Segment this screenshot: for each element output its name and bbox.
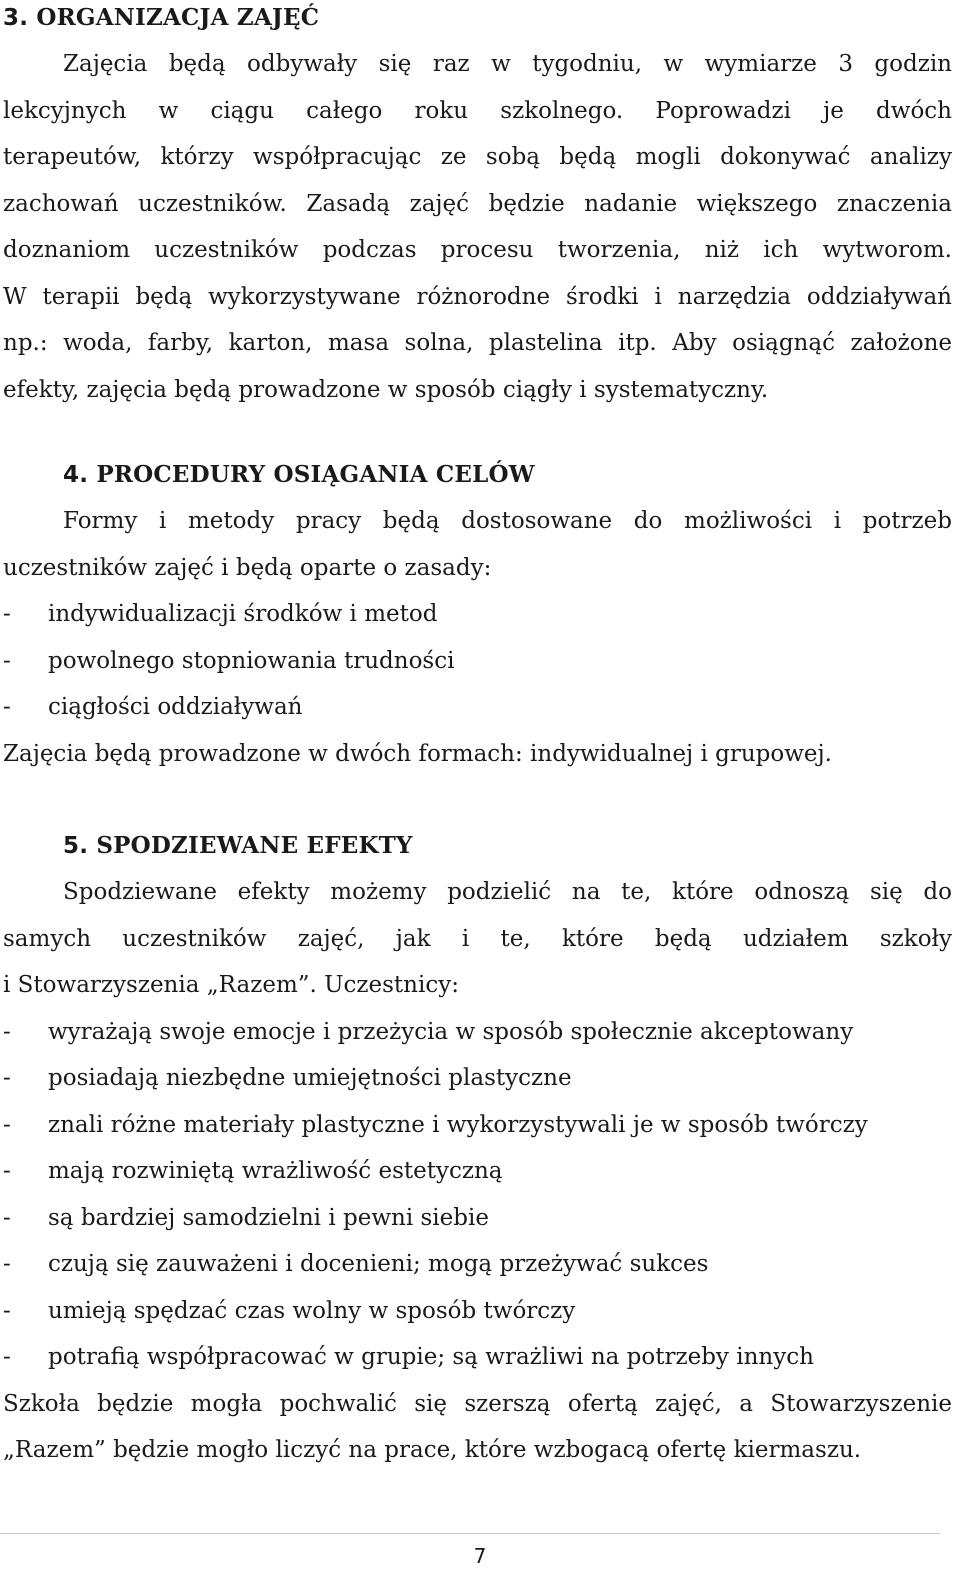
list-item [3, 1334, 952, 1381]
page-number: 7 [473, 1544, 487, 1568]
list-item-text: powolnego stopniowania trudności [48, 647, 455, 674]
list-item [3, 1009, 952, 1056]
list-item [3, 1148, 952, 1195]
paragraph-line: doznaniom uczestników podczas procesu tworzenia, niż ich wytworom. [3, 237, 952, 263]
bullet-dash: - [3, 1018, 11, 1045]
section-number: 4. [63, 462, 89, 488]
section-title: SPODZIEWANE EFEKTY [96, 832, 413, 859]
list-item-text: znali różne materiały plastyczne i wykorzystywali je w sposób twórczy [48, 1111, 868, 1138]
section-number: 3. [3, 5, 29, 31]
paragraph-line: Zajęcia będą prowadzone w dwóch formach: indywidualnej i grupowej. [3, 740, 832, 767]
list-item [3, 1195, 952, 1242]
paragraph-line: np.: woda, farby, karton, masa solna, plastelina itp. Aby osiągnąć założone [3, 330, 952, 356]
section-spodziewane-efekty [3, 823, 952, 1474]
bullet-dash: - [3, 1111, 11, 1138]
list-item-text: umieją spędzać czas wolny w sposób twórczy [48, 1297, 576, 1324]
list-item [3, 1055, 952, 1102]
bullet-dash: - [3, 1297, 11, 1324]
section-title: PROCEDURY OSIĄGANIA CELÓW [96, 461, 535, 488]
section-heading [3, 452, 952, 498]
paragraph-line: i Stowarzyszenia „Razem”. Uczestnicy: [3, 972, 459, 998]
paragraph-line: W terapii będą wykorzystywane różnorodne środki i narzędzia oddziaływań [3, 283, 952, 310]
bullet-dash: - [3, 1204, 11, 1231]
paragraph-line: efekty, zajęcia będą prowadzone w sposób ciągły i systematyczny. [3, 376, 769, 403]
paragraph-line: zachowań uczestników. Zasadą zajęć będzie nadanie większego znaczenia [3, 190, 952, 217]
list-item-text: są bardziej samodzielni i pewni siebie [48, 1204, 489, 1231]
bullet-dash: - [3, 1251, 11, 1277]
list-item-text: ciągłości oddziaływań [48, 694, 303, 720]
paragraph-line: samych uczestników zajęć, jak i te, które będą udziałem szkoły [3, 925, 952, 952]
list-item [3, 1241, 952, 1288]
list-item-text: wyrażają swoje emocje i przeżycia w sposób społecznie akceptowany [48, 1018, 854, 1045]
list-item [3, 1102, 952, 1149]
list-item [3, 591, 952, 638]
paragraph-line: uczestników zajęć i będą oparte o zasady: [3, 554, 492, 581]
list-item-text: indywidualizacji środków i metod [48, 601, 438, 627]
section-title: ORGANIZACJA ZAJĘĆ [36, 4, 320, 31]
section-procedury [3, 452, 952, 777]
list-item-text: potrafią współpracować w grupie; są wrażliwi na potrzeby innych [48, 1344, 814, 1370]
list-item-text: mają rozwiniętą wrażliwość estetyczną [48, 1158, 503, 1184]
section-heading [3, 823, 952, 869]
list-item-text: czują się zauważeni i docenieni; mogą przeżywać sukces [48, 1251, 709, 1277]
bullet-dash: - [3, 601, 11, 627]
list-item [3, 638, 952, 685]
paragraph-line: „Razem” będzie mogło liczyć na prace, które wzbogacą ofertę kiermaszu. [3, 1437, 862, 1463]
list-item [3, 1288, 952, 1335]
bullet-dash: - [3, 1158, 11, 1184]
list-item [3, 684, 952, 731]
bullet-dash: - [3, 647, 11, 674]
bullet-dash: - [3, 1065, 11, 1091]
paragraph-line: Szkoła będzie mogła pochwalić się szerszą ofertą zajęć, a Stowarzyszenie [3, 1390, 952, 1417]
bullet-dash: - [3, 1344, 11, 1370]
section-number: 5. [63, 833, 89, 859]
paragraph-line: terapeutów, którzy współpracując ze sobą będą mogli dokonywać analizy [3, 144, 952, 170]
section-heading [3, 0, 952, 41]
bullet-dash: - [3, 694, 11, 720]
list-item-text: posiadają niezbędne umiejętności plastyczne [48, 1065, 572, 1091]
paragraph-line: Formy i metody pracy będą dostosowane do możliwości i potrzeb [63, 508, 952, 534]
paragraph-line: lekcyjnych w ciągu całego roku szkolnego. Poprowadzi je dwóch [3, 97, 952, 124]
section-organizacja [3, 0, 952, 413]
paragraph-line: Zajęcia będą odbywały się raz w tygodniu, w wymiarze 3 godzin [63, 51, 952, 77]
footer-divider [0, 1533, 940, 1534]
paragraph-line: Spodziewane efekty możemy podzielić na te, które odnoszą się do [63, 879, 952, 905]
